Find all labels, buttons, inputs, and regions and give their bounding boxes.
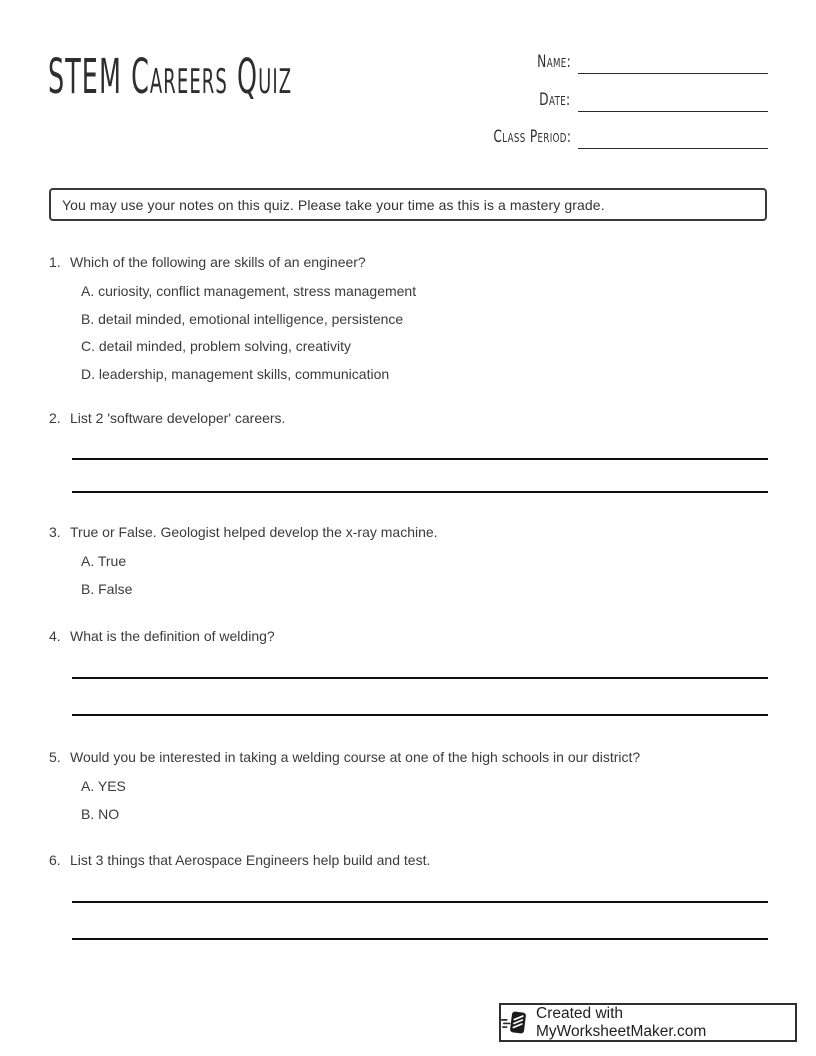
name-field-row (524, 50, 768, 74)
worksheet-maker-logo-icon (501, 1009, 528, 1036)
question-5-choice-a: A. YES (81, 778, 126, 794)
question-3-row (49, 523, 768, 542)
class-period-label: Class Period: (493, 127, 571, 147)
date-label: Date: (539, 90, 571, 110)
question-number: 4. (49, 628, 61, 644)
question-text: List 3 things that Aerospace Engineers help build and test. (70, 852, 431, 868)
date-field-row (527, 88, 768, 112)
class-period-field-row (463, 125, 768, 149)
question-text: List 2 'software developer' careers. (70, 410, 286, 426)
question-6-row (49, 851, 768, 870)
footer-credit-badge[interactable] (499, 1003, 797, 1042)
class-period-blank-line (578, 125, 768, 149)
question-3-choice-b: B. False (81, 580, 133, 597)
question-number: 5. (49, 749, 61, 765)
name-label: Name: (537, 52, 571, 72)
question-1-choice-a: A. curiosity, conflict management, stress management (81, 283, 417, 299)
question-1-choice-d: D. leadership, management skills, communication (81, 365, 390, 382)
date-blank-line (578, 88, 768, 112)
answer-line (72, 714, 768, 716)
name-blank-line (578, 50, 768, 74)
question-1 (49, 253, 768, 384)
question-4-row (49, 627, 768, 646)
answer-line (72, 677, 768, 679)
instructions-box (49, 188, 767, 221)
question-1-choice-b: B. detail minded, emotional intelligence, persistence (81, 310, 404, 327)
question-2 (49, 409, 768, 428)
question-3-choice-a: A. True (81, 553, 127, 569)
footer-credit-text: Created with MyWorksheetMaker.com (536, 1004, 707, 1040)
question-3 (49, 523, 768, 599)
instructions-text: You may use your notes on this quiz. Please take your time as this is a mastery grade. (62, 196, 605, 213)
question-number: 1. (49, 254, 61, 270)
question-1-row (49, 253, 768, 272)
question-6 (49, 851, 768, 870)
question-text: Would you be interested in taking a welding course at one of the high schools in our district? (70, 749, 641, 765)
question-5 (49, 748, 768, 824)
question-number: 3. (49, 524, 61, 540)
question-4 (49, 627, 768, 646)
question-5-choice-b: B. NO (81, 805, 120, 822)
question-5-row (49, 748, 768, 767)
answer-line (72, 938, 768, 940)
question-text: True or False. Geologist helped develop the x-ray machine. (70, 524, 438, 540)
answer-line (72, 901, 768, 903)
answer-line (72, 491, 768, 493)
question-text: What is the definition of welding? (70, 628, 275, 644)
question-2-row (49, 409, 768, 428)
worksheet-title-text: STEM Careers Quiz (48, 49, 293, 105)
question-text: Which of the following are skills of an engineer? (70, 254, 366, 270)
question-number: 6. (49, 852, 61, 868)
question-number: 2. (49, 410, 61, 426)
header-fields (0, 0, 816, 170)
answer-line (72, 458, 768, 460)
question-1-choice-c: C. detail minded, problem solving, creativity (81, 338, 352, 354)
